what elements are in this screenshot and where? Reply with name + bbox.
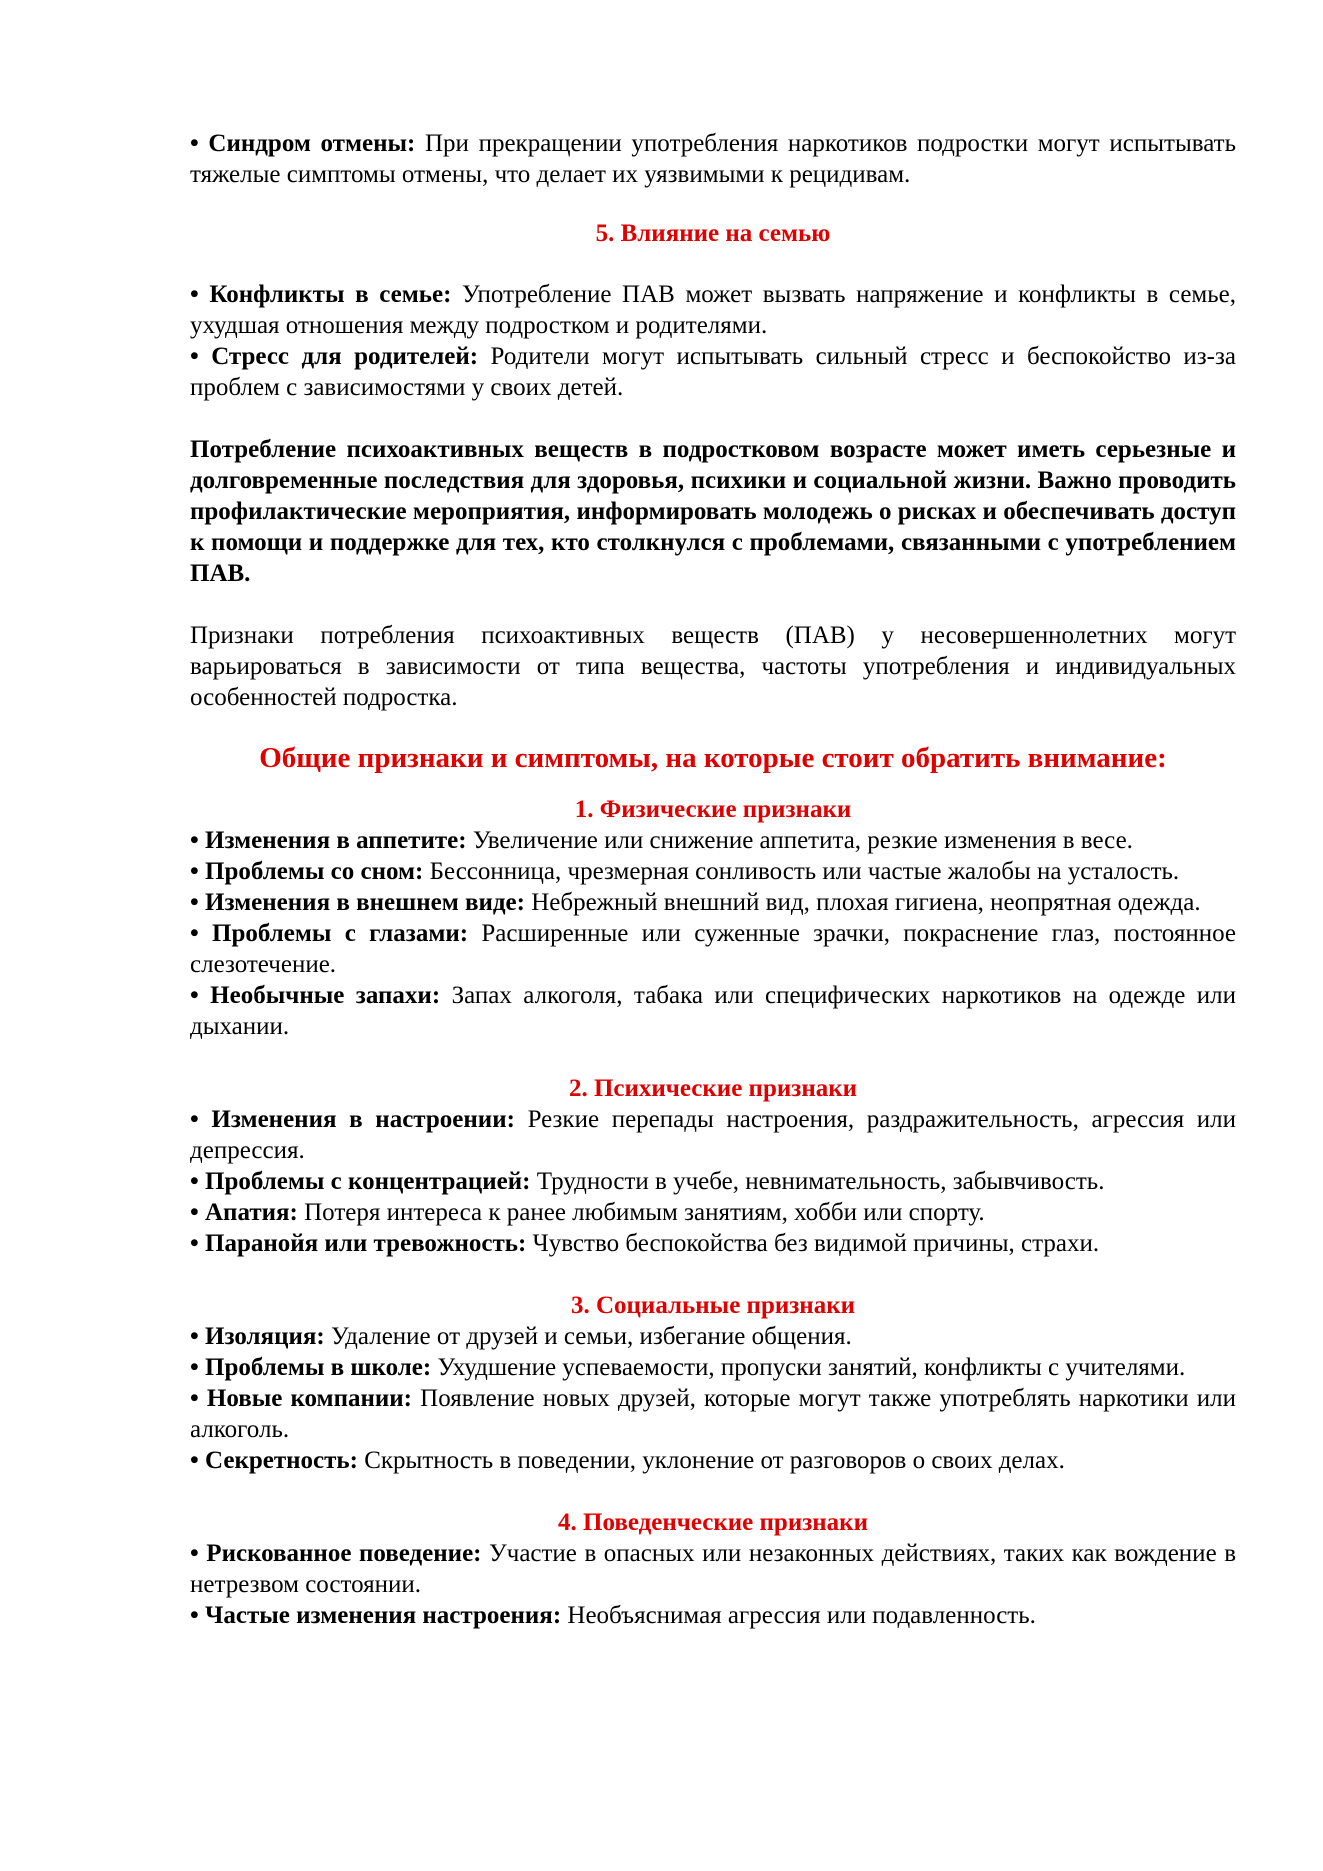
summary-paragraph: Потребление психоактивных веществ в подростковом возрасте может иметь серьезные и долговременные последствия для здоровья, психики и социальной жизни. Важно проводить профилактические мероприятия, информировать молодежь о рисках и обеспечивать доступ к помощи и поддержке для тех, кто столкнулся с проблемами, связанными с употреблением ПАВ. — [190, 436, 1236, 587]
item-label: • Изменения в настроении: — [190, 1106, 515, 1133]
item-text: Употребление ПАВ может вызвать напряжение и конфликты в семье, ухудшая отношения между подростком и родителями. — [190, 281, 1236, 339]
list-item — [190, 1383, 1236, 1445]
item-text: Бессонница, чрезмерная сонливость или частые жалобы на усталость. — [423, 858, 1180, 885]
section-title-social: 3. Социальные признаки — [570, 1292, 856, 1319]
main-heading: Общие признаки и симптомы, на которые стоит обратить внимание: — [259, 742, 1167, 774]
list-item — [190, 1445, 1236, 1476]
section-title-behavioral: 4. Поведенческие признаки — [558, 1509, 868, 1536]
item-text: При прекращении употребления наркотиков подростки могут испытывать тяжелые симптомы отмены, что делает их уязвимыми к рецидивам. — [190, 130, 1236, 188]
item-label: • Конфликты в семье: — [190, 281, 452, 308]
section-social — [190, 1321, 1236, 1476]
item-text: Необъяснимая агрессия или подавленность. — [561, 1602, 1036, 1629]
item-text: Удаление от друзей и семьи, избегание общения. — [324, 1323, 852, 1350]
item-label: • Изоляция: — [190, 1323, 325, 1350]
item-text: Запах алкоголя, табака или специфических наркотиков на одежде или дыхании. — [190, 982, 1236, 1040]
list-item-withdrawal — [190, 128, 1236, 190]
intro-paragraph: Признаки потребления психоактивных веществ (ПАВ) у несовершеннолетних могут варьироваться в зависимости от типа вещества, частоты употребления и индивидуальных особенностей подростка. — [190, 622, 1236, 711]
list-item — [190, 980, 1236, 1042]
item-text: Ухудшение успеваемости, пропуски занятий, конфликты с учителями. — [431, 1354, 1186, 1381]
item-label: • Проблемы с концентрацией: — [190, 1168, 531, 1195]
list-item — [190, 1228, 1236, 1259]
item-text: Небрежный внешний вид, плохая гигиена, неопрятная одежда. — [524, 889, 1201, 916]
document-body — [190, 0, 1236, 1631]
list-item — [190, 918, 1236, 980]
list-item — [190, 856, 1236, 887]
list-item — [190, 1197, 1236, 1228]
item-label: • Стресс для родителей: — [190, 343, 479, 370]
list-item — [190, 1352, 1236, 1383]
item-label: • Проблемы с глазами: — [190, 920, 469, 947]
item-label: • Частые изменения настроения: — [190, 1602, 562, 1629]
list-item — [190, 825, 1236, 856]
item-label: • Синдром отмены: — [190, 130, 416, 157]
item-label: • Проблемы со сном: — [190, 858, 424, 885]
section-physical — [190, 825, 1236, 1042]
item-label: • Изменения в аппетите: — [190, 827, 467, 854]
section-family — [190, 279, 1236, 403]
item-label: • Необычные запахи: — [190, 982, 441, 1009]
item-text: Увеличение или снижение аппетита, резкие изменения в весе. — [466, 827, 1133, 854]
item-text: Расширенные или суженные зрачки, покраснение глаз, постоянное слезотечение. — [190, 920, 1236, 978]
list-item — [190, 1166, 1236, 1197]
list-item — [190, 279, 1236, 341]
item-text: Скрытность в поведении, уклонение от разговоров о своих делах. — [357, 1447, 1065, 1474]
item-text: Потеря интереса к ранее любимым занятиям, хобби или спорту. — [297, 1199, 985, 1226]
item-label: • Новые компании: — [190, 1385, 413, 1412]
item-text: Родители могут испытывать сильный стресс и беспокойство из-за проблем с зависимостями у своих детей. — [190, 343, 1236, 401]
list-item — [190, 1104, 1236, 1166]
item-text: Чувство беспокойства без видимой причины, страхи. — [526, 1230, 1100, 1257]
section-behavioral — [190, 1538, 1236, 1631]
list-item — [190, 1321, 1236, 1352]
section-title-family: 5. Влияние на семью — [595, 220, 831, 247]
item-text: Появление новых друзей, которые могут также употреблять наркотики или алкоголь. — [190, 1385, 1236, 1443]
item-text: Резкие перепады настроения, раздражительность, агрессия или депрессия. — [190, 1106, 1236, 1164]
section-title-mental: 2. Психические признаки — [568, 1075, 858, 1102]
item-text: Трудности в учебе, невнимательность, забывчивость. — [530, 1168, 1105, 1195]
item-label: • Изменения в внешнем виде: — [190, 889, 525, 916]
list-item — [190, 1538, 1236, 1600]
item-label: • Рискованное поведение: — [190, 1540, 482, 1567]
list-item — [190, 887, 1236, 918]
item-label: • Секретность: — [190, 1447, 358, 1474]
item-text: Участие в опасных или незаконных действиях, таких как вождение в нетрезвом состоянии. — [190, 1540, 1237, 1598]
item-label: • Паранойя или тревожность: — [190, 1230, 527, 1257]
item-label: • Проблемы в школе: — [190, 1354, 432, 1381]
section-title-physical: 1. Физические признаки — [574, 796, 852, 823]
section-mental — [190, 1104, 1236, 1259]
item-label: • Апатия: — [190, 1199, 298, 1226]
list-item — [190, 341, 1236, 403]
list-item — [190, 1600, 1236, 1631]
